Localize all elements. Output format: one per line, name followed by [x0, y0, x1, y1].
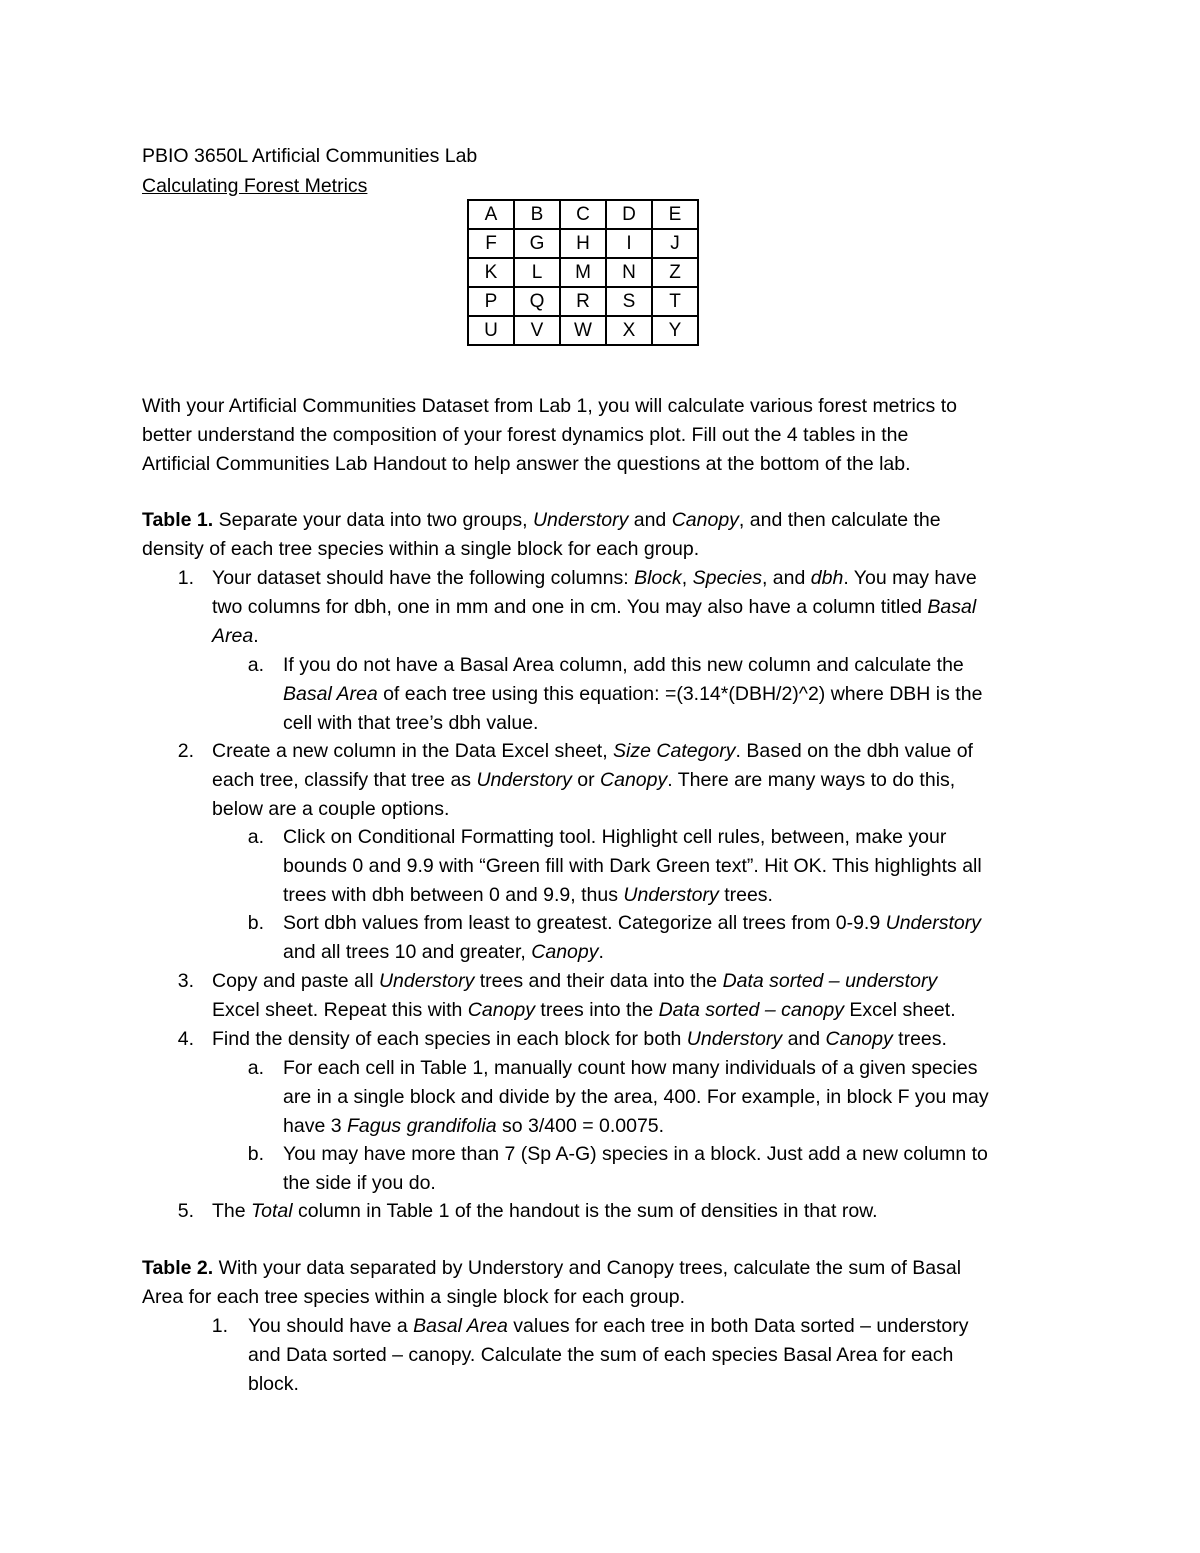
list-number: 4. — [177, 1028, 194, 1050]
grid-row — [468, 229, 698, 258]
text-line: Area for each tree species within a single block for each group. — [142, 1286, 686, 1308]
text-run: Separate your data into two groups, — [213, 509, 533, 531]
text-run: With your data separated by Understory and Canopy trees, calculate the sum of Basal — [213, 1257, 962, 1279]
table2-label: Table 2. — [142, 1257, 214, 1279]
grid-cell: Q — [514, 287, 560, 316]
text-line: block. — [248, 1373, 299, 1395]
text-line — [283, 881, 1083, 910]
list-number: 3. — [177, 970, 194, 992]
text-run: and all trees 10 and greater, — [283, 941, 532, 963]
text-line — [142, 506, 1062, 535]
text-run: trees with dbh between 0 and 9.9, thus — [283, 884, 624, 906]
list-item-2b — [283, 909, 1083, 967]
grid-cell: N — [606, 258, 652, 287]
text-run: dbh — [810, 567, 844, 589]
text-run: Sort dbh values from least to greatest. Categorize all trees from 0-9.9 — [283, 912, 886, 934]
text-run: so 3/400 = 0.0075. — [496, 1115, 665, 1137]
text-line — [212, 1025, 1072, 1054]
text-run: Basal — [927, 596, 977, 618]
grid-cell: G — [514, 229, 560, 258]
text-line: Click on Conditional Formatting tool. Highlight cell rules, between, make your — [283, 826, 947, 848]
text-run: The — [212, 1200, 252, 1222]
text-line — [212, 593, 1072, 622]
text-line: below are a couple options. — [212, 798, 450, 820]
text-line — [283, 1112, 1083, 1141]
text-run: Data sorted – understory — [722, 970, 938, 992]
text-line — [212, 766, 1072, 795]
text-run: Block — [634, 567, 682, 589]
text-run: and — [782, 1028, 826, 1050]
text-run: and — [628, 509, 672, 531]
text-line — [283, 938, 1083, 967]
text-line — [283, 680, 1083, 709]
list-letter: b. — [247, 1143, 264, 1165]
grid-row — [468, 258, 698, 287]
list-item-5 — [212, 1197, 1072, 1226]
list-item-3 — [212, 967, 1072, 1025]
text-run: Size Category — [613, 740, 736, 762]
grid-cell: H — [560, 229, 606, 258]
list-item-2 — [212, 737, 1072, 824]
text-run: , — [681, 567, 693, 589]
text-line — [212, 1197, 1072, 1226]
text-run: Excel sheet. Repeat this with — [212, 999, 468, 1021]
text-line: are in a single block and divide by the area, 400. For example, in block F you may — [283, 1086, 989, 1108]
text-run: trees and their data into the — [474, 970, 723, 992]
text-run: have 3 — [283, 1115, 347, 1137]
list-item-1a — [283, 651, 1083, 738]
text-line: and Data sorted – canopy. Calculate the sum of each species Basal Area for each — [248, 1344, 954, 1366]
text-run: of each tree using this equation: =(3.14*(DBH/2)^2) where DBH is the — [377, 683, 983, 705]
text-line — [212, 737, 1072, 766]
text-run: Understory — [476, 769, 572, 791]
text-run: Find the density of each species in each block for both — [212, 1028, 687, 1050]
grid-cell: F — [468, 229, 514, 258]
list-number: 2. — [177, 740, 194, 762]
list-letter: a. — [247, 826, 264, 848]
list-item-2a — [283, 823, 1083, 910]
text-run: Your dataset should have the following columns: — [212, 567, 635, 589]
grid-row — [468, 316, 698, 345]
text-run: . — [598, 941, 604, 963]
text-run: Canopy — [600, 769, 668, 791]
text-run: Basal Area — [283, 683, 378, 705]
text-run: Canopy — [671, 509, 739, 531]
document-subtitle: Calculating Forest Metrics — [142, 175, 368, 197]
list-item-4b — [283, 1140, 1083, 1198]
grid-row — [468, 287, 698, 316]
text-run: trees into the — [535, 999, 659, 1021]
grid-cell: L — [514, 258, 560, 287]
text-line: If you do not have a Basal Area column, add this new column and calculate the — [283, 654, 964, 676]
text-run: . Based on the dbh value of — [735, 740, 973, 762]
text-line: better understand the composition of your forest dynamics plot. Fill out the 4 tables in the — [142, 424, 909, 446]
grid-cell: I — [606, 229, 652, 258]
grid-cell: P — [468, 287, 514, 316]
text-line — [283, 909, 1083, 938]
text-run: two columns for dbh, one in mm and one in cm. You may also have a column titled — [212, 596, 928, 618]
text-run: Understory — [686, 1028, 783, 1050]
grid-cell: B — [514, 200, 560, 229]
grid-cell: E — [652, 200, 698, 229]
table2-list-item-1 — [248, 1312, 1078, 1399]
list-number: 1. — [177, 567, 194, 589]
grid-cell: R — [560, 287, 606, 316]
text-run: Excel sheet. — [843, 999, 956, 1021]
list-item-1 — [212, 564, 1072, 651]
text-run: You should have a — [248, 1315, 414, 1337]
grid-cell: T — [652, 287, 698, 316]
text-run: . There are many ways to do this, — [667, 769, 956, 791]
text-line: Artificial Communities Lab Handout to help answer the questions at the bottom of the lab. — [142, 453, 911, 475]
text-run: Canopy — [531, 941, 599, 963]
text-line: For each cell in Table 1, manually count how many individuals of a given species — [283, 1057, 978, 1079]
intro-paragraph — [142, 392, 1062, 479]
grid-cell: U — [468, 316, 514, 345]
list-number: 1. — [211, 1315, 228, 1337]
grid-cell: V — [514, 316, 560, 345]
text-run: Basal Area — [413, 1315, 508, 1337]
text-line: density of each tree species within a single block for each group. — [142, 538, 700, 560]
text-run: Understory — [532, 509, 629, 531]
text-line — [212, 564, 1072, 593]
block-grid — [467, 199, 699, 346]
grid-cell: X — [606, 316, 652, 345]
text-run: Area — [212, 625, 254, 647]
grid-cell: Y — [652, 316, 698, 345]
text-line — [248, 1312, 1078, 1341]
grid-cell: S — [606, 287, 652, 316]
grid-cell: Z — [652, 258, 698, 287]
text-run: Create a new column in the Data Excel sheet, — [212, 740, 614, 762]
text-run: Species — [692, 567, 762, 589]
list-item-4a — [283, 1054, 1083, 1141]
grid-cell: M — [560, 258, 606, 287]
text-line: cell with that tree’s dbh value. — [283, 712, 539, 734]
text-line: bounds 0 and 9.9 with “Green fill with Dark Green text”. Hit OK. This highlights all — [283, 855, 982, 877]
text-run: . You may have — [843, 567, 977, 589]
list-item-4 — [212, 1025, 1072, 1054]
table1-label: Table 1. — [142, 509, 214, 531]
table1-intro — [142, 506, 1062, 564]
document-title: PBIO 3650L Artificial Communities Lab — [142, 145, 478, 167]
text-run: Understory — [623, 884, 719, 906]
text-run: Understory — [885, 912, 981, 934]
text-line — [212, 622, 1072, 651]
grid-cell: J — [652, 229, 698, 258]
text-line — [212, 967, 1072, 996]
list-letter: b. — [247, 912, 264, 934]
text-run: or — [571, 769, 601, 791]
text-run: Total — [251, 1200, 293, 1222]
text-run: values for each tree in both Data sorted – understory — [507, 1315, 969, 1337]
grid-cell: A — [468, 200, 514, 229]
text-run: each tree, classify that tree as — [212, 769, 477, 791]
table2-intro — [142, 1254, 1062, 1312]
text-run: trees. — [718, 884, 773, 906]
text-run: Fagus grandifolia — [346, 1115, 497, 1137]
text-run: . — [253, 625, 259, 647]
text-run: Understory — [378, 970, 475, 992]
text-run: Copy and paste all — [212, 970, 379, 992]
text-run: column in Table 1 of the handout is the sum of densities in that row. — [292, 1200, 878, 1222]
text-line: the side if you do. — [283, 1172, 436, 1194]
text-run: , and — [761, 567, 811, 589]
text-run: Canopy — [825, 1028, 893, 1050]
grid-cell: W — [560, 316, 606, 345]
text-line: You may have more than 7 (Sp A-G) species in a block. Just add a new column to — [283, 1143, 988, 1165]
grid-row — [468, 200, 698, 229]
text-run: Data sorted – canopy — [658, 999, 844, 1021]
grid-cell: K — [468, 258, 514, 287]
grid-cell: C — [560, 200, 606, 229]
text-run: , and then calculate the — [738, 509, 941, 531]
text-line — [212, 996, 1072, 1025]
text-line — [142, 1254, 1062, 1283]
text-run: Canopy — [467, 999, 536, 1021]
list-letter: a. — [247, 1057, 264, 1079]
text-run: trees. — [892, 1028, 947, 1050]
list-number: 5. — [177, 1200, 194, 1222]
list-letter: a. — [247, 654, 264, 676]
grid-cell: D — [606, 200, 652, 229]
text-line: With your Artificial Communities Dataset from Lab 1, you will calculate various forest metrics to — [142, 395, 957, 417]
